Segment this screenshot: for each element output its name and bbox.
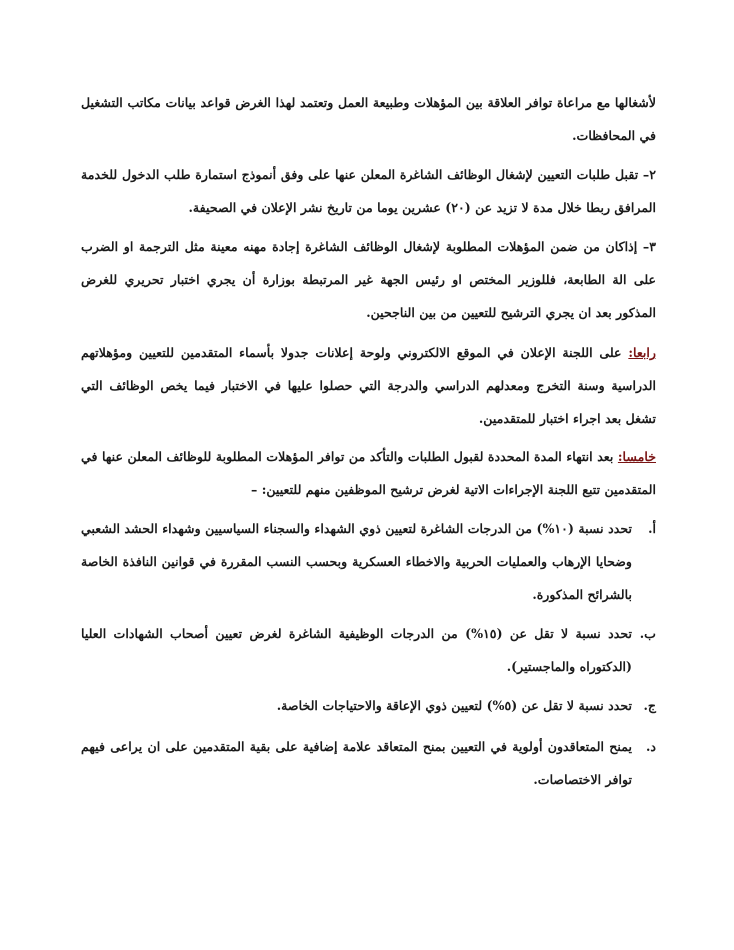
paragraph-khamisan [81, 440, 656, 506]
list-marker: ج. [643, 698, 656, 713]
list-item-text: تحدد نسبة لا تقل عن (٥%) لتعيين ذوي الإعاقة والاحتياجات الخاصة. [276, 698, 632, 713]
list-item-b [81, 617, 656, 683]
list-marker: ب. [639, 626, 656, 641]
paragraph-rabian [81, 336, 656, 435]
paragraph-3: ٣– إذاكان من ضمن المؤهلات المطلوبة لإشغال الوظائف الشاغرة إجادة مهنه معينة مثل الترجمة او الضرب على الة الطابعة، فللوزير المختص او رئيس الجهة غير المرتبطة بوزارة أن يجري اختبار تحريري للغرض المذكور بعد ان يجري الترشيح للتعيين من بين الناجحين. [81, 239, 656, 320]
paragraph-intro: لأشغالها مع مراعاة توافر العلاقة بين المؤهلات وطبيعة العمل وتعتمد لهذا الغرض قواعد بيانات مكاتب التشغيل في المحافظات. [81, 95, 656, 143]
list-item-c [81, 689, 656, 722]
list-item-text: تحدد نسبة لا تقل عن (١٥%) من الدرجات الوظيفية الشاغرة لغرض تعيين أصحاب الشهادات العليا (الدكتوراه والماجستير). [81, 626, 632, 674]
khamisan-label: خامسا: [617, 449, 656, 464]
list-item-text: تحدد نسبة (١٠%) من الدرجات الشاغرة لتعيين ذوي الشهداء والسجناء السياسيين وشهداء الحشد الشعبي وضحايا الإرهاب والعمليات الحربية والاخطاء العسكرية وبحسب النسب المقررة في قوانين النافذة الخاصة بالشرائح المذكورة. [81, 521, 632, 602]
list-marker: أ. [648, 521, 656, 536]
list-item-d [81, 730, 656, 796]
list-marker: د. [646, 739, 656, 754]
khamisan-text: بعد انتهاء المدة المحددة لقبول الطلبات والتأكد من توافر المؤهلات المطلوبة للوظائف المعلن عنها في المتقدمين تتبع اللجنة الإجراءات الاتية لغرض ترشيح الموظفين منهم للتعيين: – [81, 449, 656, 497]
rabian-label: رابعا: [628, 345, 656, 360]
paragraph-2: ٢– تقبل طلبات التعيين لإشغال الوظائف الشاغرة المعلن عنها على وفق أنموذج استمارة طلب الدخول للخدمة المرافق ربطا خلال مدة لا تزيد عن (٢٠) عشرين يوما من تاريخ نشر الإعلان في الصحيفة. [81, 167, 656, 215]
list-item-text: يمنح المتعاقدون أولوية في التعيين بمنح المتعاقد علامة إضافية على بقية المتقدمين على ان يراعى فيهم توافر الاختصاصات. [81, 739, 632, 787]
rabian-text: على اللجنة الإعلان في الموقع الالكتروني ولوحة إعلانات جدولا بأسماء المتقدمين للتعيين ومؤهلاتهم الدراسية وسنة التخرج ومعدلهم الدراسي والدرجة التي حصلوا عليها في الاختبار فيما يخص الوظائف التي تشغل بعد اجراء اختبار للمتقدمين. [81, 345, 656, 426]
list-item-a [81, 512, 656, 611]
